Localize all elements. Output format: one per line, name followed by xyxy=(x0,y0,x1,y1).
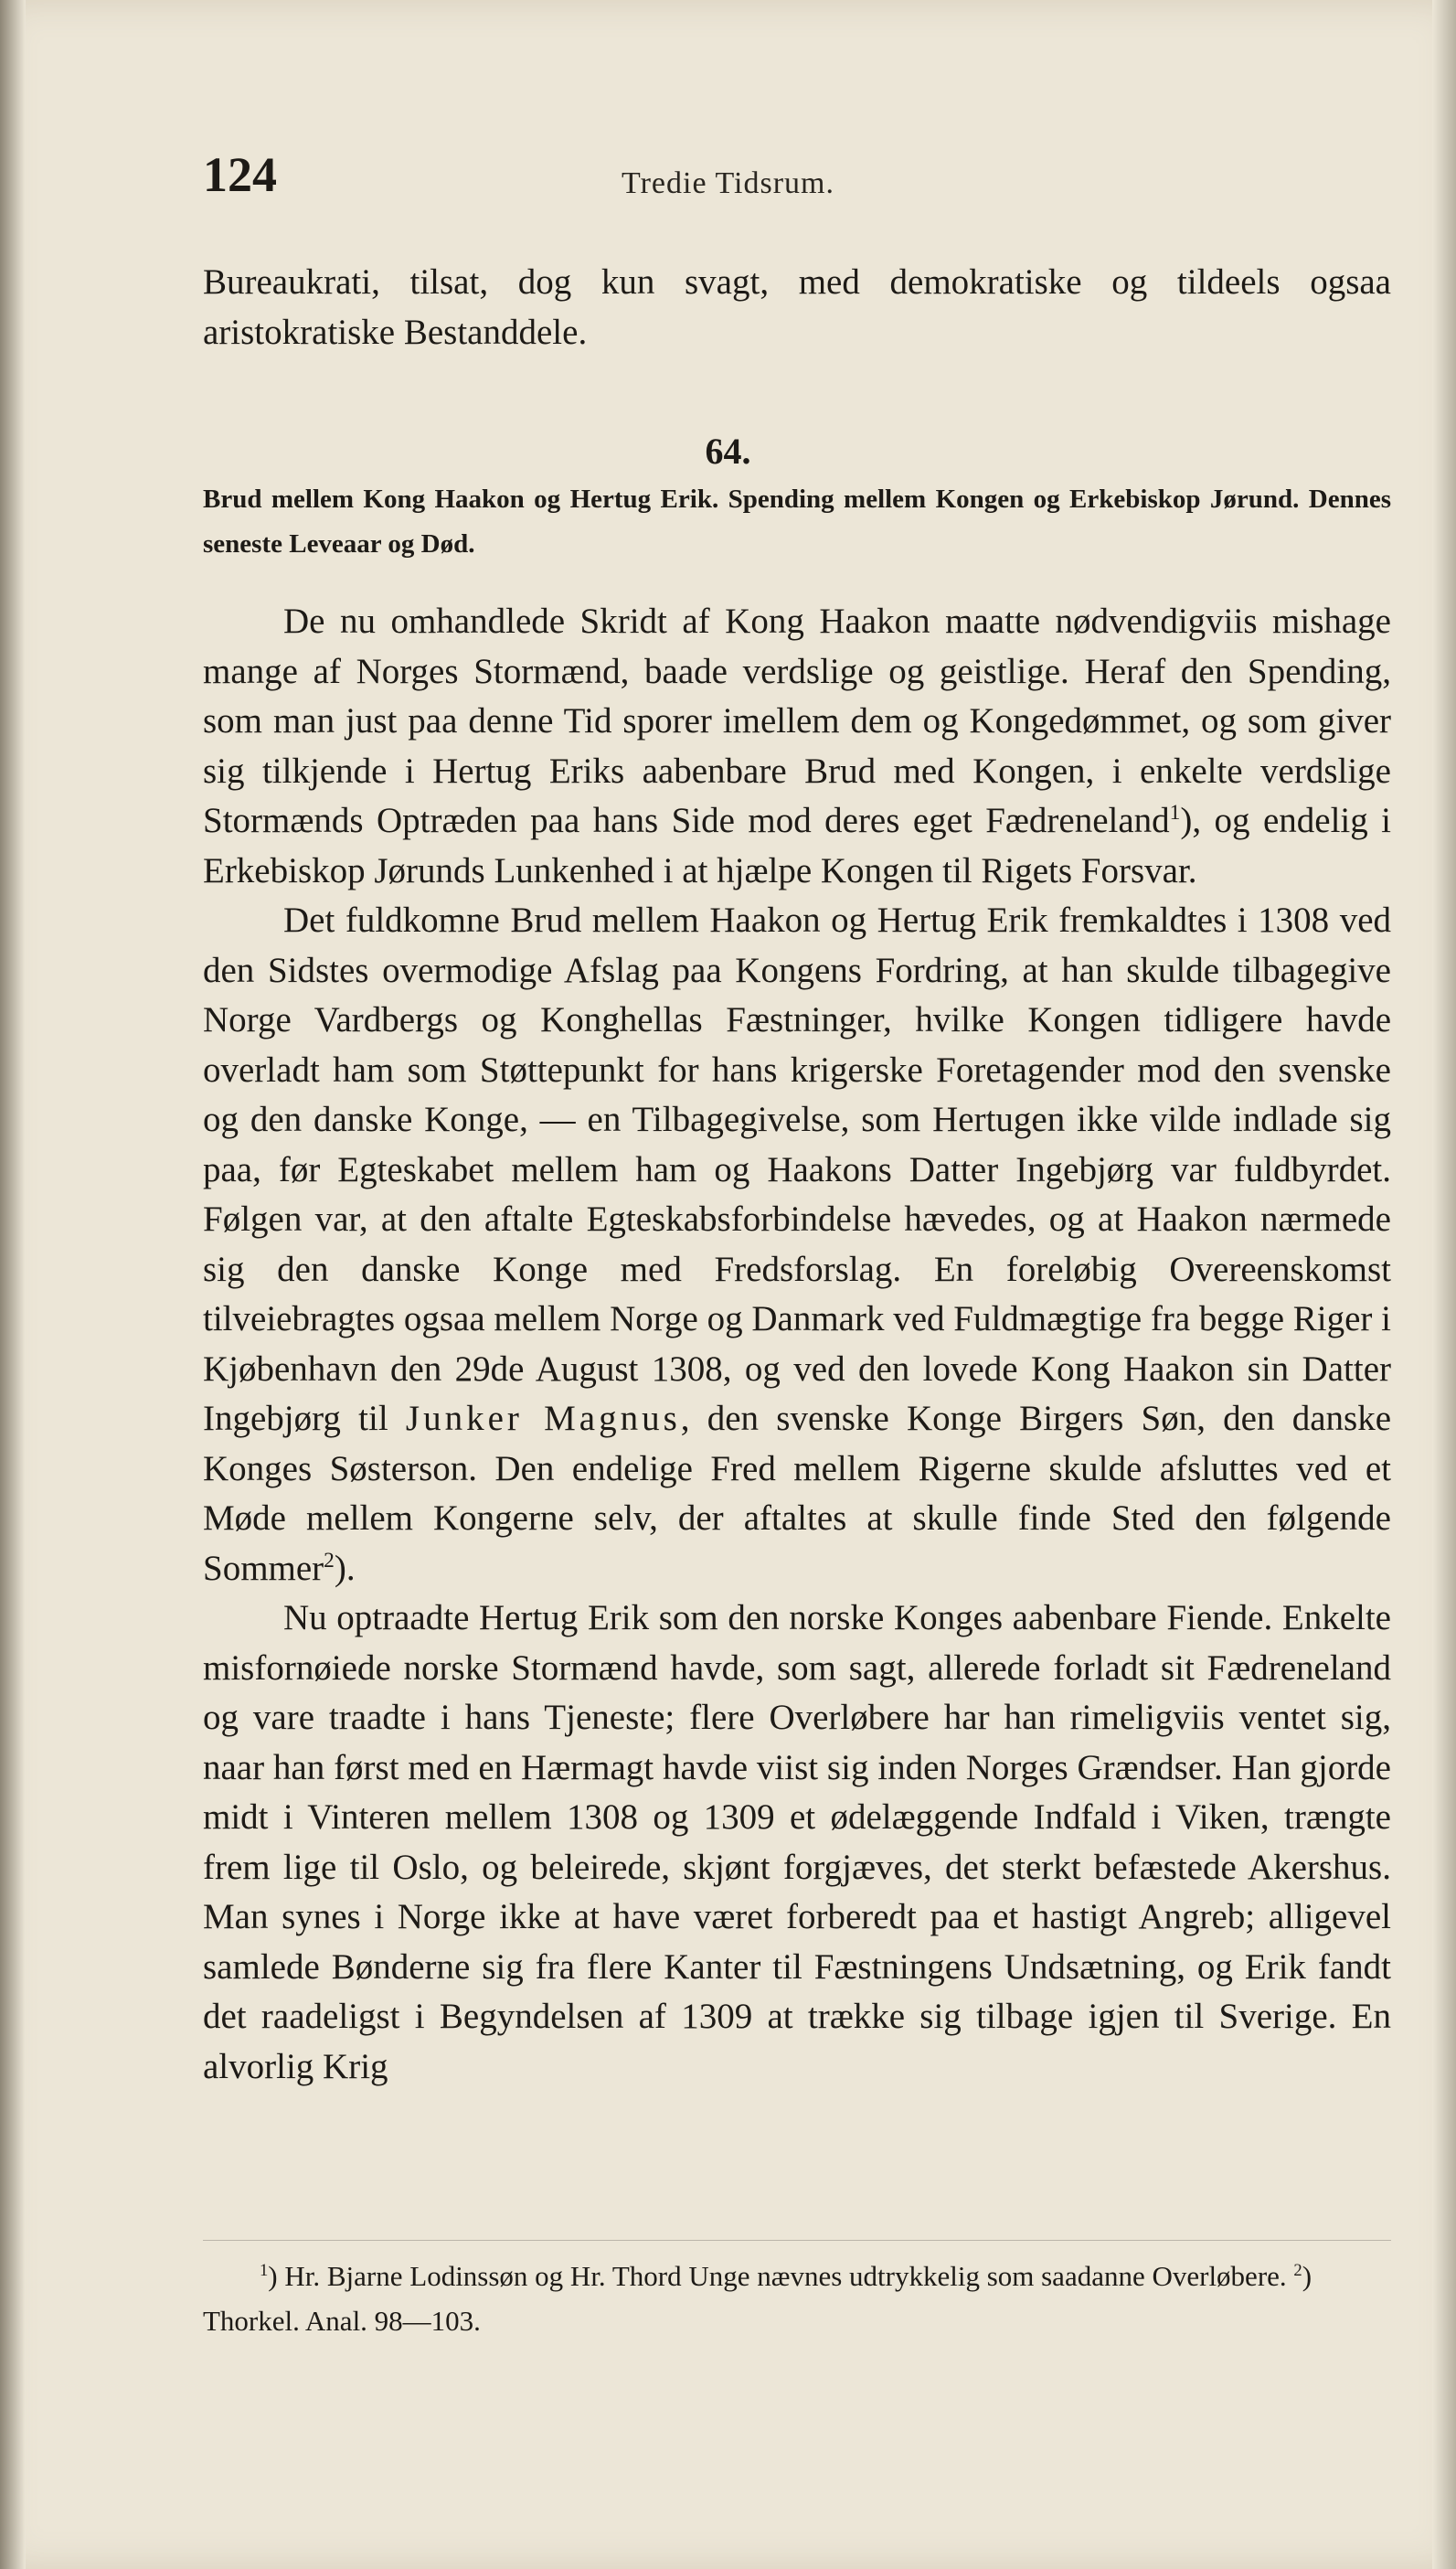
footnote-2-text: ) Thorkel. Anal. 98—103. xyxy=(203,2260,1313,2337)
paragraph-2-text-end: ). xyxy=(334,1548,356,1588)
opening-text-block xyxy=(203,258,1391,357)
page-right-edge xyxy=(1432,0,1456,2569)
body-text xyxy=(203,597,1391,2092)
footnotes xyxy=(203,2254,1391,2343)
footnote-ref-2: 2 xyxy=(324,1548,335,1572)
opening-paragraph: Bureaukrati, tilsat, dog kun svagt, med demokratiske og tildeels ogsaa aristokratiske Bestanddele. xyxy=(203,262,1391,352)
paragraph-2-text-cont: , den svenske Konge Birgers Søn, den danske Konges Søsterson. Den endelige Fred mellem Rigerne skulde afsluttes ved et Møde mellem Kongerne selv, der aftaltes at skulle finde Sted den følgende Sommer xyxy=(203,1399,1392,1588)
paragraph-1 xyxy=(203,597,1391,896)
paragraph-2-text: Det fuldkomne Brud mellem Haakon og Hertug Erik fremkaldtes i 1308 ved den Sidstes overmodige Afslag paa Kongens Fordring, at han skulde tilbagegive Norge Vardbergs og Konghellas Fæstninger, hvilke Kongen tidligere havde overladt ham som Støttepunkt for hans krigerske Foretagender mod den svenske og den danske Konge, — en Tilbagegivelse, som Hertugen ikke vilde indlade sig paa, før Egteskabet mellem ham og Haakons Datter Ingebjørg var fuldbyrdet. Følgen var, at den aftalte Egteskabsforbindelse hævedes, og at Haakon nærmede sig den danske Konge med Fredsforslag. En foreløbig Overeenskomst tilveiebragtes ogsaa mellem Norge og Danmark ved Fuldmægtige fra begge Riger i Kjøbenhavn den 29de August 1308, og ved den lovede Kong Haakon sin Datter Ingebjørg til xyxy=(203,901,1392,1438)
running-title: Tredie Tidsrum. xyxy=(622,166,834,200)
page-number: 124 xyxy=(203,147,277,202)
paragraph-3: Nu optraadte Hertug Erik som den norske Konges aabenbare Fiende. Enkelte misfornøiede norske Stormænd havde, som sagt, allerede forladt sit Fædreneland og vare traadte i hans Tjeneste; flere Overløbere har han rimeligviis ventet sig, naar han først med en Hærmagt havde viist sig inden Norges Grændser. Han gjorde midt i Vinteren mellem 1308 og 1309 et ødelæggende Indfald i Viken, trængte frem lige til Oslo, og beleirede, skjønt forgjæves, det sterkt befæstede Akershus. Man synes i Norge ikke at have været forberedt paa et hastigt Angreb; alligevel samlede Bønderne sig fra flere Kanter til Fæstningens Undsætning, og Erik fandt det raadeligst i Begyndelsen af 1309 at trække sig tilbage igjen til Sverige. En alvorlig Krig xyxy=(203,1598,1391,2086)
paragraph-1-text-end: ), og endelig i Erkebiskop Jørunds Lunkenhed i at hjælpe Kongen til Rigets Forsvar. xyxy=(203,801,1391,890)
footnote-ref-1: 1 xyxy=(1169,800,1181,825)
footnote-1-text: ) Hr. Bjarne Lodinssøn og Hr. Thord Unge nævnes udtrykkelig som saadanne Overløbere. xyxy=(268,2260,1287,2292)
paragraph-1-text: De nu omhandlede Skridt af Kong Haakon maatte nødvendigviis mishage mange af Norges Stormænd, baade verdslige og geistlige. Heraf den Spending, som man just paa denne Tid sporer imellem dem og Kongedømmet, og som giver sig tilkjende i Hertug Eriks aabenbare Brud med Kongen, i enkelte verdslige Stormænds Optræden paa hans Side mod deres eget Fædreneland xyxy=(203,602,1391,840)
section-summary: Brud mellem Kong Haakon og Hertug Erik. Spending mellem Kongen og Erkebiskop Jørund. Dennes seneste Leveaar og Død. xyxy=(203,485,1391,559)
page-left-edge xyxy=(0,0,26,2569)
paragraph-2 xyxy=(203,896,1391,1594)
footnote-2-marker: 2 xyxy=(1293,2260,1302,2280)
footnote-1 xyxy=(203,2254,1391,2343)
section-number: 64. xyxy=(705,431,751,472)
footnote-divider xyxy=(203,2240,1391,2241)
footnote-1-marker: 1 xyxy=(260,2260,269,2280)
spaced-name: Junker Magnus xyxy=(405,1399,681,1438)
